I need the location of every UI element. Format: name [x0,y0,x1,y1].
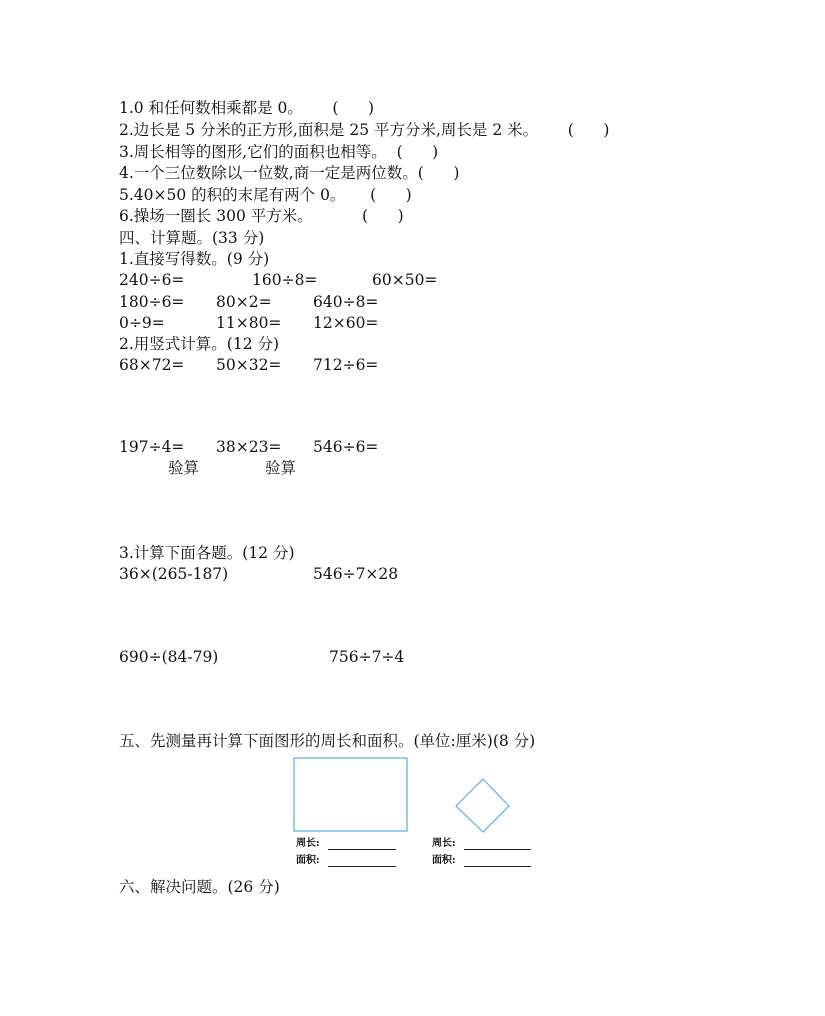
square-diamond-shape [456,779,509,832]
rect-area-label: 面积: [296,855,320,866]
check-label-2: 验算 [265,459,297,477]
mixed-calc-3: 690÷(84-79) [119,648,219,666]
vertical-calc-1-3: 712÷6= [313,356,379,374]
rectangle-shape [294,758,407,831]
square-perimeter-blank[interactable] [464,848,531,850]
oral-calc-1-3: 60×50= [372,271,438,289]
vertical-calc-1-2: 50×32= [216,356,282,374]
judgement-question-4: 4.一个三位数除以一位数,商一定是两位数。( ) [119,164,460,182]
oral-calc-1-2: 160÷8= [252,271,318,289]
section-5-title: 五、先测量再计算下面图形的周长和面积。(单位:厘米)(8 分) [119,732,536,750]
oral-calc-2-1: 180÷6= [119,293,185,311]
judgement-question-2: 2.边长是 5 分米的正方形,面积是 25 平方分米,周长是 2 米。 ( ) [119,121,610,139]
rect-perimeter-label: 周长: [296,838,320,849]
square-area-blank[interactable] [464,865,531,867]
judgement-question-6: 6.操场一圈长 300 平方米。 ( ) [119,207,404,225]
section-6-title: 六、解决问题。(26 分) [119,878,280,896]
vertical-calc-2-3: 546÷6= [313,438,379,456]
part-3-title: 3.计算下面各题。(12 分) [119,544,295,562]
oral-calc-2-2: 80×2= [216,293,272,311]
judgement-question-1: 1.0 和任何数相乘都是 0。 ( ) [119,99,375,117]
vertical-calc-2-1: 197÷4= [119,438,185,456]
vertical-calc-2-2: 38×23= [216,438,282,456]
mixed-calc-2: 546÷7×28 [313,565,399,583]
mixed-calc-4: 756÷7÷4 [329,648,405,666]
oral-calc-1-1: 240÷6= [119,271,185,289]
oral-calc-3-2: 11×80= [216,314,282,332]
part-2-title: 2.用竖式计算。(12 分) [119,335,280,353]
rect-area-blank[interactable] [328,865,396,867]
check-label-1: 验算 [168,459,200,477]
section-4-title: 四、计算题。(33 分) [119,229,265,247]
part-1-title: 1.直接写得数。(9 分) [119,250,270,268]
rect-perimeter-blank[interactable] [328,848,396,850]
vertical-calc-1-1: 68×72= [119,356,185,374]
oral-calc-3-1: 0÷9= [119,314,165,332]
mixed-calc-1: 36×(265-187) [119,565,229,583]
square-perimeter-label: 周长: [432,838,456,849]
oral-calc-3-3: 12×60= [313,314,379,332]
judgement-question-3: 3.周长相等的图形,它们的面积也相等。 ( ) [119,143,439,161]
square-area-label: 面积: [432,855,456,866]
judgement-question-5: 5.40×50 的积的末尾有两个 0。 ( ) [119,186,412,204]
oral-calc-2-3: 640÷8= [313,293,379,311]
